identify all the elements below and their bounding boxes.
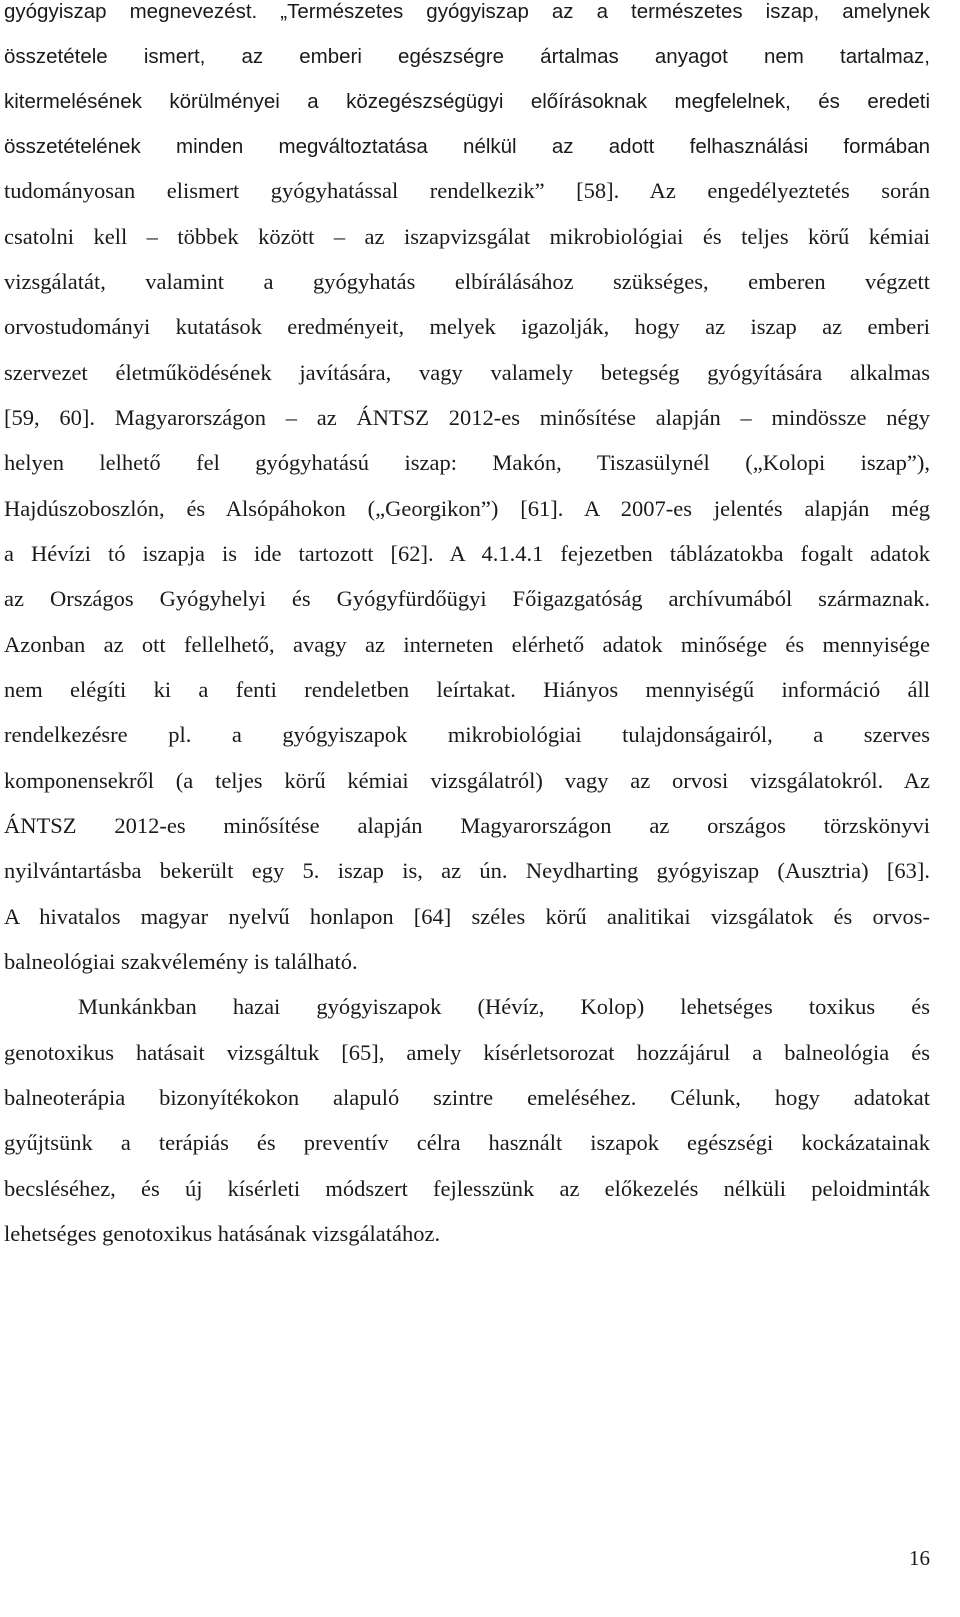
body-text-line-5: tudományosan elismert gyógyhatással rendelkezik” [58]. Az engedélyeztetés során bbox=[4, 178, 930, 203]
body-text-line-16: nem elégíti ki a fenti rendeletben leírtakat. Hiányos mennyiségű információ áll bbox=[4, 677, 930, 702]
body-text-line-7: vizsgálatát, valamint a gyógyhatás elbírálásához szükséges, emberen végzett bbox=[4, 269, 930, 294]
body-text-line-25: balneoterápia bizonyítékokon alapuló szintre emeléséhez. Célunk, hogy adatokat bbox=[4, 1085, 930, 1110]
body-text-line-2: összetétele ismert, az emberi egészségre ártalmas anyagot nem tartalmaz, bbox=[4, 45, 930, 68]
body-text-line-1: gyógyiszap megnevezést. „Természetes gyógyiszap az a természetes iszap, amelynek bbox=[4, 0, 930, 23]
body-text-line-21: A hivatalos magyar nyelvű honlapon [64] széles körű analitikai vizsgálatok és orvos- bbox=[4, 904, 930, 929]
page-number: 16 bbox=[909, 1546, 930, 1570]
body-text-line-12: Hajdúszoboszlón, és Alsópáhokon („Georgikon”) [61]. A 2007-es jelentés alapján még bbox=[4, 496, 930, 521]
body-text-line-15: Azonban az ott fellelhető, avagy az interneten elérhető adatok minősége és mennyisége bbox=[4, 632, 930, 657]
body-text-line-4: összetételének minden megváltoztatása nélkül az adott felhasználási formában bbox=[4, 135, 930, 158]
body-text-line-6: csatolni kell – többek között – az iszapvizsgálat mikrobiológiai és teljes körű kémiai bbox=[4, 224, 930, 249]
body-text-line-20: nyilvántartásba bekerült egy 5. iszap is, az ún. Neydharting gyógyiszap (Ausztria) [63]. bbox=[4, 858, 930, 883]
body-text-line-11: helyen lelhető fel gyógyhatású iszap: Makón, Tiszasülynél („Kolopi iszap”), bbox=[4, 450, 930, 475]
body-text-line-26: gyűjtsünk a terápiás és preventív célra használt iszapok egészségi kockázatainak bbox=[4, 1130, 930, 1155]
body-text-line-14: az Országos Gyógyhelyi és Gyógyfürdőügyi Főigazgatóság archívumából származnak. bbox=[4, 586, 930, 611]
body-text-line-24: genotoxikus hatásait vizsgáltuk [65], amely kísérletsorozat hozzájárul a balneológia és bbox=[4, 1040, 930, 1065]
body-text-line-17: rendelkezésre pl. a gyógyiszapok mikrobiológiai tulajdonságairól, a szerves bbox=[4, 722, 930, 747]
body-text-line-18: komponensekről (a teljes körű kémiai vizsgálatról) vagy az orvosi vizsgálatokról. Az bbox=[4, 768, 930, 793]
body-text-line-8: orvostudományi kutatások eredményeit, melyek igazolják, hogy az iszap az emberi bbox=[4, 314, 930, 339]
body-text-line-13: a Hévízi tó iszapja is ide tartozott [62]. A 4.1.4.1 fejezetben táblázatokba fogalt adatok bbox=[4, 541, 930, 566]
body-text-line-27: becsléséhez, és új kísérleti módszert fejlesszünk az előkezelés nélküli peloidminták bbox=[4, 1176, 930, 1201]
body-text-line-28: lehetséges genotoxikus hatásának vizsgálatához. bbox=[4, 1221, 441, 1246]
body-text-line-9: szervezet életműködésének javítására, vagy valamely betegség gyógyítására alkalmas bbox=[4, 360, 930, 385]
body-text-line-10: [59, 60]. Magyarországon – az ÁNTSZ 2012-es minősítése alapján – mindössze négy bbox=[4, 405, 930, 430]
body-text-line-23: Munkánkban hazai gyógyiszapok (Hévíz, Kolop) lehetséges toxikus és bbox=[78, 994, 930, 1019]
body-text-line-22: balneológiai szakvélemény is található. bbox=[4, 949, 358, 974]
body-text-line-19: ÁNTSZ 2012-es minősítése alapján Magyarországon az országos törzskönyvi bbox=[4, 813, 930, 838]
body-text-line-3: kitermelésének körülményei a közegészségügyi előírásoknak megfelelnek, és eredeti bbox=[4, 90, 930, 113]
